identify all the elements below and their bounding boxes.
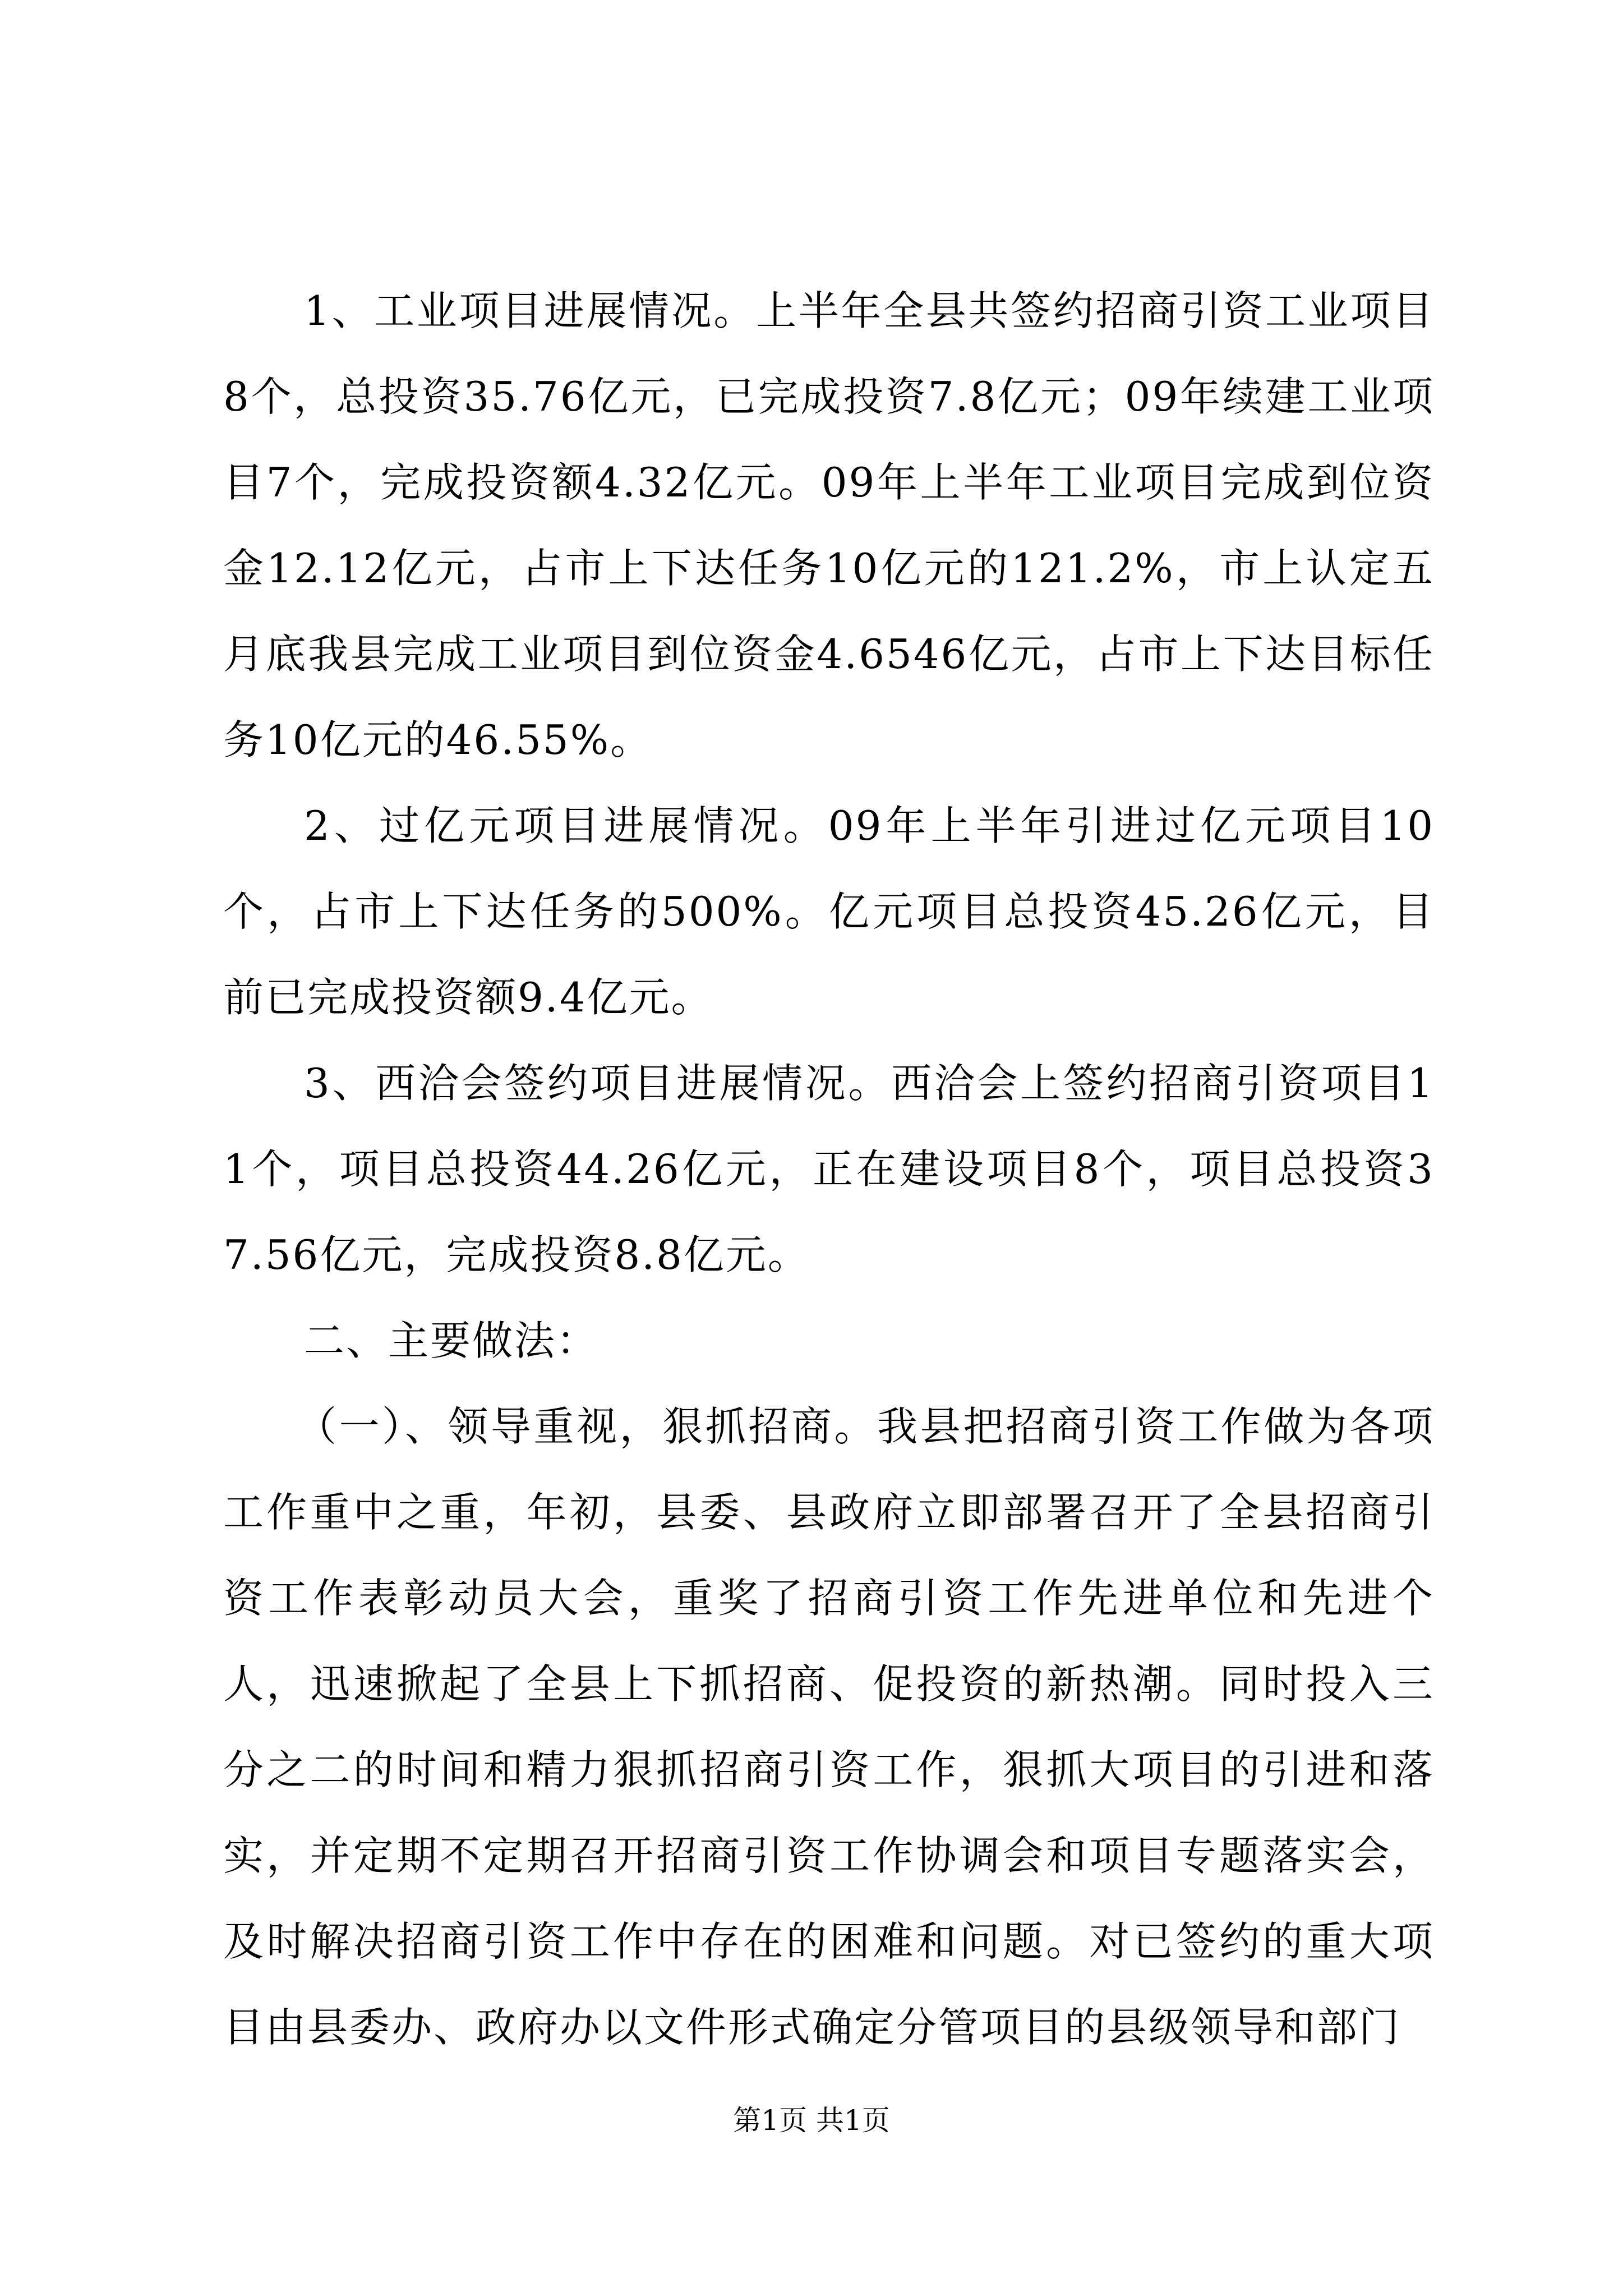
section-heading-main-practices: 二、主要做法： [304, 1317, 599, 1364]
document-body [223, 268, 1435, 2070]
page-footer: 第1页 共1页 [733, 2104, 890, 2137]
paragraph-billion-projects: 2、过亿元项目进展情况。09年上半年引进过亿元项目10个，占市上下达任务的500%。亿元项目总投资45.26亿元，目前已完成投资额9.4亿元。 [223, 802, 1435, 1021]
paragraph-industrial-projects: 1、工业项目进展情况。上半年全县共签约招商引资工业项目8个，总投资35.76亿元，已完成投资7.8亿元；09年续建工业项目7个，完成投资额4.32亿元。09年上半年工业项目完成到位资金12.12亿元，占市上下达任务10亿元的121.2%，市上认定五月底我县完成工业项目到位资金4.6546亿元，占市上下达目标任务10亿元的46.55%。 [223, 287, 1435, 763]
paragraph-leadership-attention: （一）、领导重视，狠抓招商。我县把招商引资工作做为各项工作重中之重，年初，县委、县政府立即部署召开了全县招商引资工作表彰动员大会，重奖了招商引资工作先进单位和先进个人，迅速掀起了全县上下抓招商、促投资的新热潮。同时投入三分之二的时间和精力狠抓招商引资工作，狠抓大项目的引进和落实，并定期不定期召开招商引资工作协调会和项目专题落实会，及时解决招商引资工作中存在的困难和问题。对已签约的重大项目由县委办、政府办以文件形式确定分管项目的县级领导和部门 [223, 1403, 1435, 2051]
paragraph-western-fair-projects: 3、西洽会签约项目进展情况。西洽会上签约招商引资项目11个，项目总投资44.26亿元，正在建设项目8个，项目总投资37.56亿元，完成投资8.8亿元。 [223, 1060, 1435, 1278]
